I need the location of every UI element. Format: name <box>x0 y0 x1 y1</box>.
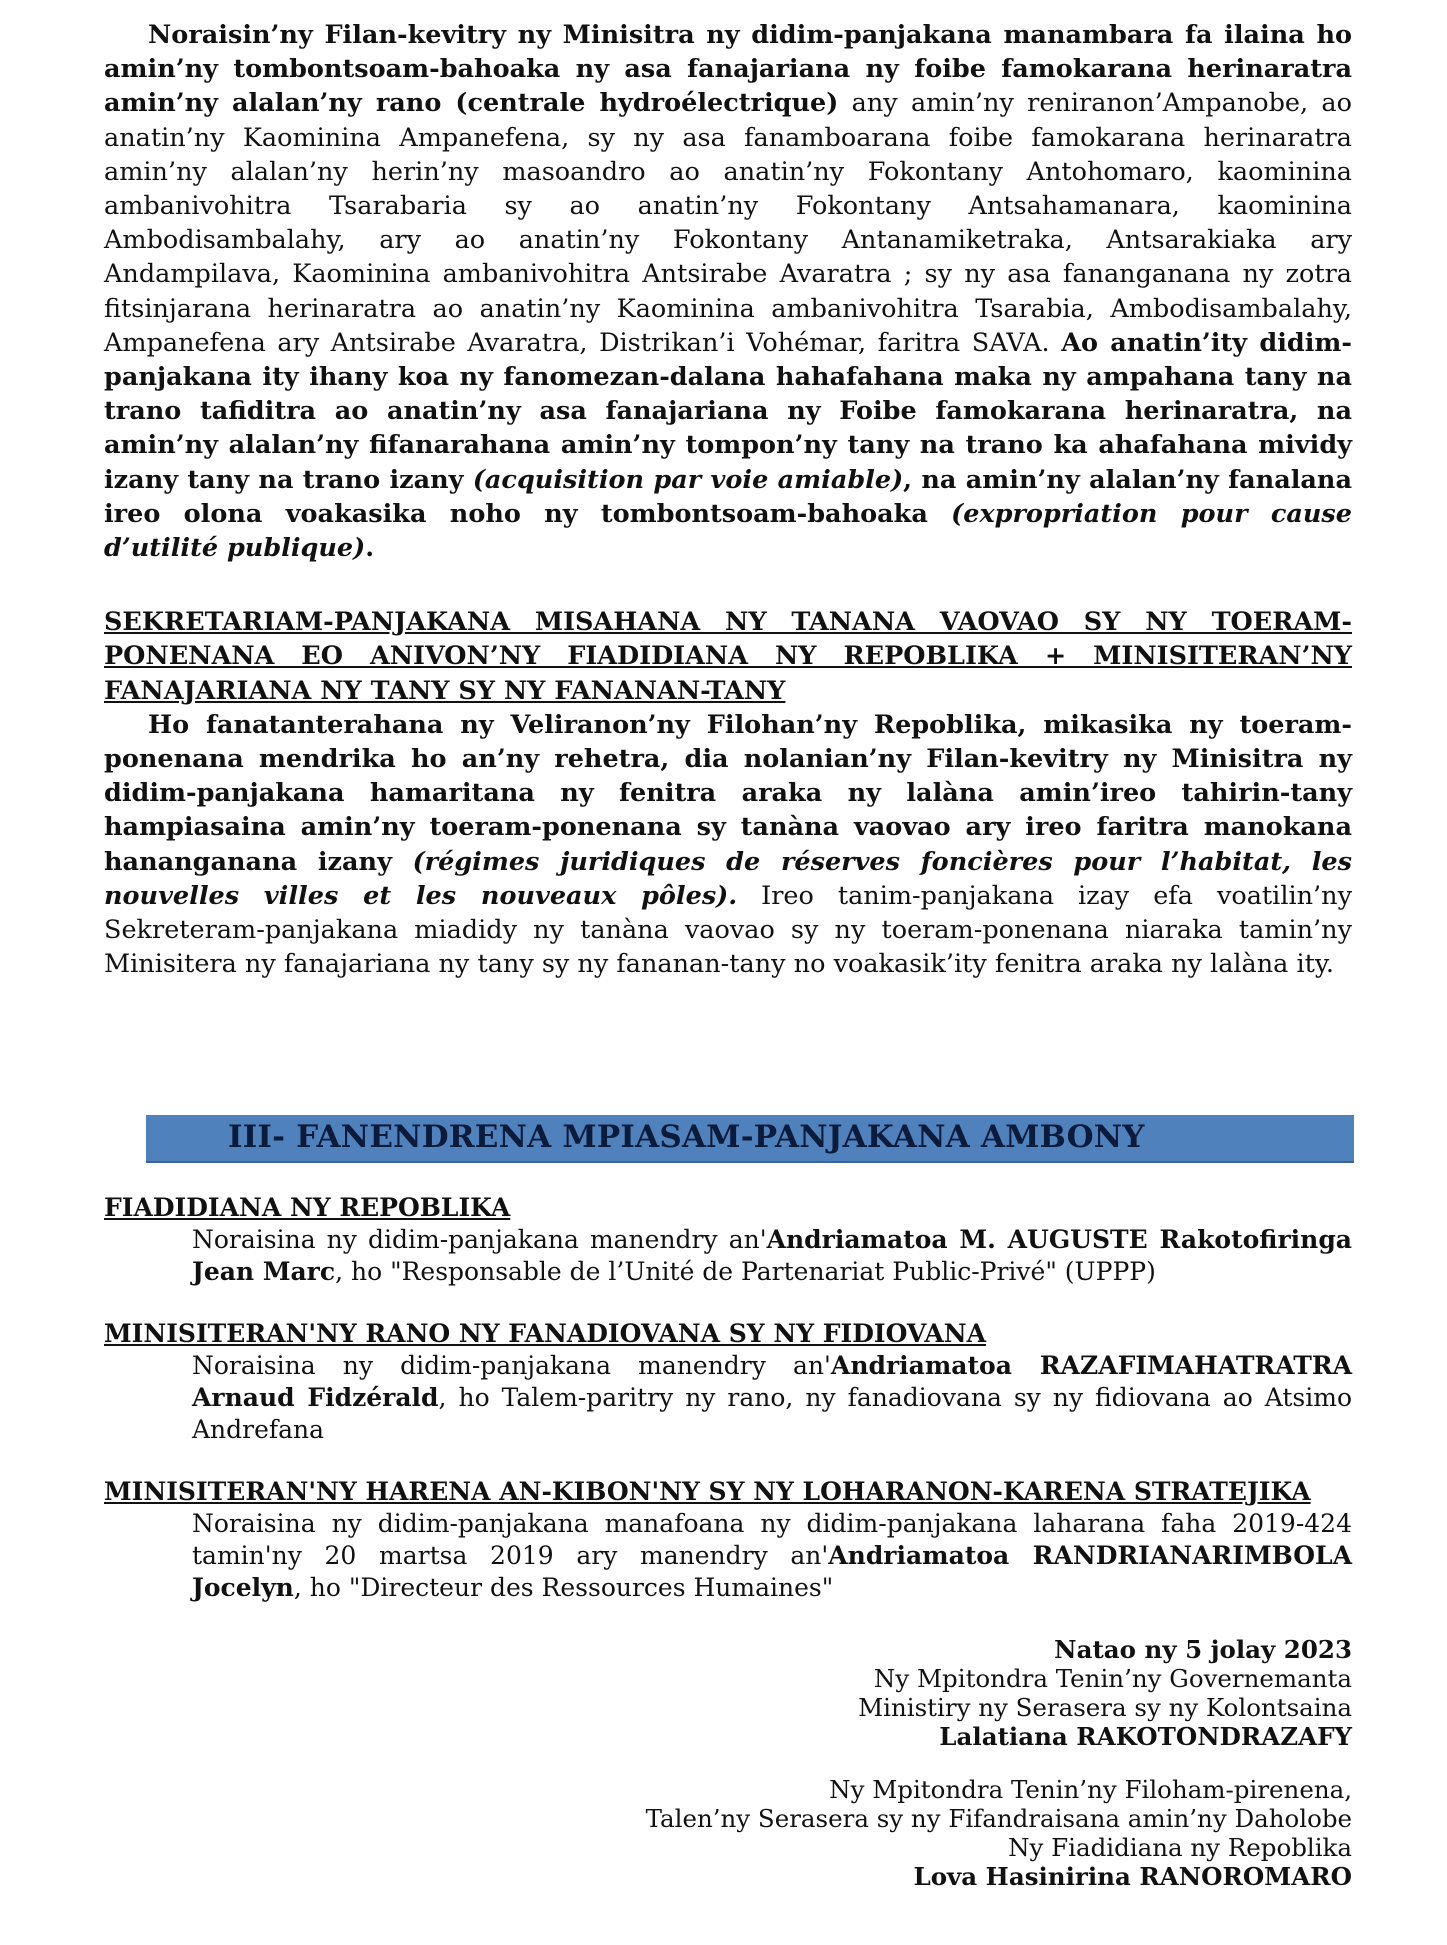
signature-block-government <box>452 1635 1352 1751</box>
paragraph-secretariat <box>104 708 1352 982</box>
appointment-item <box>104 1192 1352 1288</box>
section-banner-title: III- FANENDRENA MPIASAM-PANJAKANA AMBONY <box>228 1119 1145 1155</box>
paragraph-bold-end: , na amin’ny alalan’ny fanalana ireo olona voakasika noho ny tombontsoam-bahoaka <box>104 464 1352 529</box>
appointment-item <box>104 1318 1352 1446</box>
appointment-heading: FIADIDIANA NY REPOBLIKA <box>104 1193 511 1222</box>
appointment-heading: MINISITERAN'NY RANO NY FANADIOVANA SY NY FIDIOVANA <box>104 1319 987 1348</box>
appointment-post: , ho Talem-paritry ny rano, ny fanadiovana sy ny fidiovana ao Atsimo Andrefana <box>192 1383 1352 1444</box>
paragraph-normal-text: any amin’ny reniranon’Ampanobe, ao anatin’ny Kaominina Ampanefena, sy ny asa fanamboarana foibe famokarana herinaratra amin’ny alalan’ny herin’ny masoandro ao anatin’ny Fokontany Antohomaro, kaominina ambanivohitra Tsarabaria sy ao anatin’ny Fokontany Antsahamanara, kaominina Ambodisambalahy, ary ao anatin’ny Fokontany Antanamiketraka, Antsarakiaka ary Andampilava, Kaominina ambanivohitra Antsirabe Avaratra ; sy ny asa fananganana ny zotra fitsinjarana herinaratra ao anatin’ny Kaominina ambanivohitra Tsarabia, Ambodisambalahy, Ampanefena ary Antsirabe Avaratra, Distrikan’i Vohémar, faritra SAVA. <box>104 88 1352 358</box>
document-body <box>104 18 1352 981</box>
secretariat-italic-term: (régimes juridiques de réserves foncières pour l’habitat, les nouvelles villes et les nouveaux pôles). <box>104 846 1352 911</box>
appointment-name: Andriamatoa RAZAFIMAHATRATRA Arnaud Fidzérald <box>192 1351 1353 1412</box>
signature-name: Lova Hasinirina RANOROMARO <box>913 1862 1352 1891</box>
appointment-text <box>104 1508 1352 1604</box>
signature-title: Ny Mpitondra Tenin’ny Filoham-pirenena, <box>829 1775 1352 1804</box>
appointment-post: , ho "Directeur des Ressources Humaines" <box>293 1573 834 1602</box>
appointment-text <box>104 1350 1352 1446</box>
secretariat-bold-text: Ho fanatanterahana ny Veliranon’ny Filohan’ny Repoblika, mikasika ny toeram-ponenana mendrika ho an’ny rehetra, dia nolanian’ny Filan-kevitry ny Minisitra ny didim-panjakana hamaritana ny fenitra araka ny lalàna amin’ireo tahirin-tany hampiasaina amin’ny toeram-ponenana sy tanàna vaovao ary ireo faritra manokana hananganana izany <box>104 709 1352 877</box>
appointment-pre: Noraisina ny didim-panjakana manendry an' <box>192 1351 831 1380</box>
appointment-name: Andriamatoa RANDRIANARIMBOLA Jocelyn <box>192 1541 1352 1602</box>
section-heading-secretariat: SEKRETARIAM-PANJAKANA MISAHANA NY TANANA VAOVAO SY NY TOERAM-PONENANA EO ANIVON’NY FIADIDIANA NY REPOBLIKA + MINISITERAN’NY FANAJARIANA NY TANY SY NY FANANAN-TANY <box>104 607 1352 706</box>
paragraph-hydro-project <box>104 18 1352 565</box>
signature-department: Talen’ny Serasera sy ny Fifandraisana amin’ny Daholobe <box>645 1804 1352 1833</box>
paragraph-bold-tail: . <box>365 533 375 564</box>
paragraph-italic-term-2: (expropriation pour cause d’utilité publique) <box>104 498 1352 564</box>
appointment-text <box>104 1224 1352 1288</box>
appointment-item <box>104 1476 1352 1604</box>
appointments-list <box>104 1192 1352 1634</box>
section-banner <box>146 1115 1354 1163</box>
signature-date: Natao ny 5 jolay 2023 <box>1054 1635 1352 1664</box>
secretariat-normal-text: Ireo tanim-panjakana izay efa voatilin’ny Sekreteram-panjakana miadidy ny tanàna vaovao sy ny toeram-ponenana niaraka tamin’ny Minisitera ny fanajariana ny tany sy ny fananan-tany no voakasik’ity fenitra araka ny lalàna ity. <box>104 880 1352 980</box>
paragraph-italic-term-1: (acquisition par voie amiable) <box>472 464 904 495</box>
paragraph-bold-intro: Noraisin’ny Filan-kevitry ny Minisitra ny didim-panjakana manambara fa ilaina ho amin’ny tombontsoam-bahoaka ny asa fanajariana ny foibe famokarana herinaratra amin’ny alalan’ny rano (centrale hydroélectrique) <box>104 20 1352 119</box>
appointment-heading: MINISITERAN'NY HARENA AN-KIBON'NY SY NY LOHARANON-KARENA STRATEJIKA <box>104 1477 1311 1506</box>
appointment-pre: Noraisina ny didim-panjakana manafoana ny didim-panjakana laharana faha 2019-424 tamin'ny 20 martsa 2019 ary manendry an' <box>192 1509 1352 1570</box>
appointment-post: , ho "Responsable de l’Unité de Partenariat Public-Privé" (UPPP) <box>335 1257 1156 1286</box>
section-secretariat <box>104 605 1352 981</box>
signature-name: Lalatiana RAKOTONDRAZAFY <box>939 1722 1352 1751</box>
signature-ministry: Ministiry ny Serasera sy ny Kolontsaina <box>858 1693 1352 1722</box>
appointment-name: Andriamatoa M. AUGUSTE Rakotofiringa Jean Marc <box>192 1225 1353 1286</box>
paragraph-bold-middle: Ao anatin’ity didim-panjakana ity ihany koa ny fanomezan-dalana hahafahana maka ny ampahana tany na trano tafiditra ao anatin’ny asa fanajariana ny Foibe famokarana herinaratra, na amin’ny alalan’ny fifanarahana amin’ny tompon’ny tany na trano ka ahafahana mividy izany tany na trano izany <box>104 327 1352 495</box>
appointment-pre: Noraisina ny didim-panjakana manendry an' <box>192 1225 767 1254</box>
signature-title: Ny Mpitondra Tenin’ny Governemanta <box>873 1664 1352 1693</box>
signature-office: Ny Fiadidiana ny Repoblika <box>1008 1833 1352 1862</box>
signature-block-presidency <box>452 1775 1352 1891</box>
